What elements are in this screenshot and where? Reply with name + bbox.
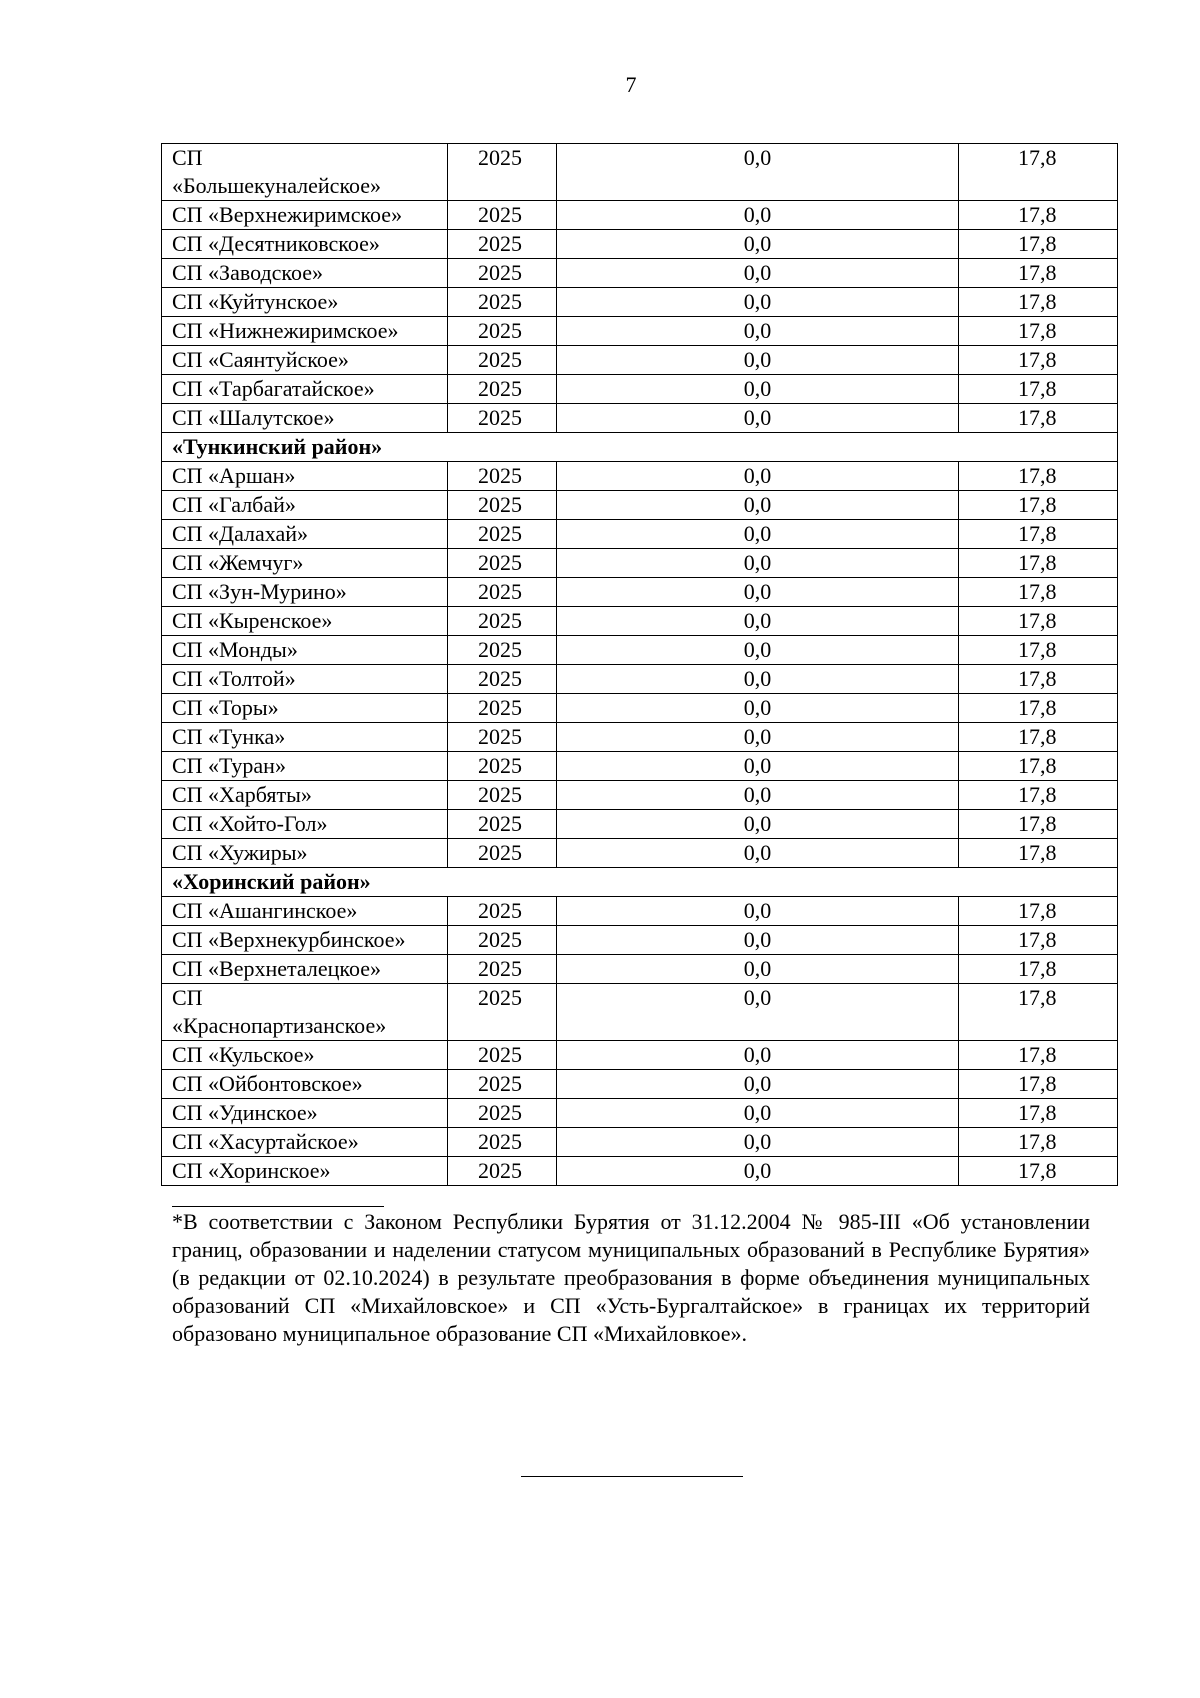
settlement-name: СП «Шалутское» [162, 404, 448, 433]
settlement-name: СП «Зун-Мурино» [162, 578, 448, 607]
value-cell-2: 17,8 [959, 1128, 1118, 1157]
value-cell-2: 17,8 [959, 955, 1118, 984]
settlement-name: СП «Верхнежиримское» [162, 201, 448, 230]
table-row [162, 723, 1118, 752]
value-cell-2: 17,8 [959, 1099, 1118, 1128]
value-cell-1: 0,0 [557, 1128, 959, 1157]
year-cell: 2025 [448, 694, 557, 723]
value-cell-2: 17,8 [959, 578, 1118, 607]
value-cell-1: 0,0 [557, 1099, 959, 1128]
table-row [162, 288, 1118, 317]
year-cell: 2025 [448, 230, 557, 259]
value-cell-1: 0,0 [557, 636, 959, 665]
value-cell-2: 17,8 [959, 984, 1118, 1041]
value-cell-2: 17,8 [959, 491, 1118, 520]
year-cell: 2025 [448, 520, 557, 549]
year-cell: 2025 [448, 288, 557, 317]
table-row [162, 636, 1118, 665]
year-cell: 2025 [448, 375, 557, 404]
table-row [162, 144, 1118, 201]
table-row [162, 955, 1118, 984]
year-cell: 2025 [448, 1041, 557, 1070]
value-cell-2: 17,8 [959, 897, 1118, 926]
settlement-name: СП «Ойбонтовское» [162, 1070, 448, 1099]
settlement-name: СП «Далахай» [162, 520, 448, 549]
value-cell-1: 0,0 [557, 926, 959, 955]
table-row [162, 259, 1118, 288]
settlement-name: СП «Туран» [162, 752, 448, 781]
table-row [162, 375, 1118, 404]
value-cell-1: 0,0 [557, 317, 959, 346]
table-row [162, 781, 1118, 810]
value-cell-2: 17,8 [959, 404, 1118, 433]
settlement-name: СП «Нижнежиримское» [162, 317, 448, 346]
settlement-name: СП «Ашангинское» [162, 897, 448, 926]
value-cell-2: 17,8 [959, 1157, 1118, 1186]
year-cell: 2025 [448, 607, 557, 636]
value-cell-1: 0,0 [557, 665, 959, 694]
district-name: «Тункинский район» [162, 433, 1118, 462]
value-cell-2: 17,8 [959, 694, 1118, 723]
value-cell-1: 0,0 [557, 955, 959, 984]
settlement-name: СП «Жемчуг» [162, 549, 448, 578]
district-name: «Хоринский район» [162, 868, 1118, 897]
value-cell-1: 0,0 [557, 723, 959, 752]
value-cell-1: 0,0 [557, 144, 959, 201]
table-row [162, 201, 1118, 230]
settlement-name: СП «Монды» [162, 636, 448, 665]
year-cell: 2025 [448, 636, 557, 665]
settlement-name: СП «Аршан» [162, 462, 448, 491]
table-row [162, 404, 1118, 433]
year-cell: 2025 [448, 491, 557, 520]
value-cell-2: 17,8 [959, 636, 1118, 665]
settlement-name: СП «Кульское» [162, 1041, 448, 1070]
district-header-row [162, 868, 1118, 897]
value-cell-1: 0,0 [557, 491, 959, 520]
settlement-name: СП «Десятниковское» [162, 230, 448, 259]
year-cell: 2025 [448, 201, 557, 230]
year-cell: 2025 [448, 1099, 557, 1128]
value-cell-2: 17,8 [959, 1070, 1118, 1099]
table-row [162, 984, 1118, 1041]
value-cell-1: 0,0 [557, 549, 959, 578]
year-cell: 2025 [448, 897, 557, 926]
settlement-name: СП «Заводское» [162, 259, 448, 288]
end-line [521, 1476, 743, 1477]
settlement-name: СП «Верхнекурбинское» [162, 926, 448, 955]
value-cell-1: 0,0 [557, 230, 959, 259]
year-cell: 2025 [448, 781, 557, 810]
value-cell-2: 17,8 [959, 810, 1118, 839]
settlement-name: СП «Куйтунское» [162, 288, 448, 317]
value-cell-1: 0,0 [557, 694, 959, 723]
settlement-name: СП «Хасуртайское» [162, 1128, 448, 1157]
value-cell-2: 17,8 [959, 288, 1118, 317]
table-row [162, 462, 1118, 491]
table-row [162, 607, 1118, 636]
value-cell-2: 17,8 [959, 201, 1118, 230]
settlement-name [162, 984, 448, 1041]
year-cell: 2025 [448, 955, 557, 984]
value-cell-2: 17,8 [959, 230, 1118, 259]
table-row [162, 752, 1118, 781]
year-cell: 2025 [448, 317, 557, 346]
district-header-row [162, 433, 1118, 462]
value-cell-1: 0,0 [557, 346, 959, 375]
value-cell-2: 17,8 [959, 317, 1118, 346]
year-cell: 2025 [448, 1070, 557, 1099]
value-cell-1: 0,0 [557, 781, 959, 810]
table-row [162, 1070, 1118, 1099]
value-cell-2: 17,8 [959, 926, 1118, 955]
settlement-name-line: СП [172, 985, 203, 1010]
table-row [162, 578, 1118, 607]
value-cell-2: 17,8 [959, 839, 1118, 868]
year-cell: 2025 [448, 346, 557, 375]
settlement-name [162, 144, 448, 201]
value-cell-1: 0,0 [557, 752, 959, 781]
value-cell-1: 0,0 [557, 288, 959, 317]
value-cell-1: 0,0 [557, 259, 959, 288]
settlement-name: СП «Хоринское» [162, 1157, 448, 1186]
table-row [162, 1157, 1118, 1186]
footnote-separator [172, 1206, 384, 1207]
table-row [162, 230, 1118, 259]
settlement-name: СП «Харбяты» [162, 781, 448, 810]
settlement-name-line: СП [172, 145, 203, 170]
settlement-name: СП «Удинское» [162, 1099, 448, 1128]
value-cell-2: 17,8 [959, 665, 1118, 694]
settlement-name: СП «Верхнеталецкое» [162, 955, 448, 984]
value-cell-2: 17,8 [959, 346, 1118, 375]
value-cell-2: 17,8 [959, 375, 1118, 404]
value-cell-1: 0,0 [557, 810, 959, 839]
value-cell-2: 17,8 [959, 259, 1118, 288]
year-cell: 2025 [448, 144, 557, 201]
year-cell: 2025 [448, 752, 557, 781]
year-cell: 2025 [448, 839, 557, 868]
value-cell-1: 0,0 [557, 839, 959, 868]
year-cell: 2025 [448, 462, 557, 491]
settlement-name: СП «Галбай» [162, 491, 448, 520]
value-cell-2: 17,8 [959, 520, 1118, 549]
value-cell-2: 17,8 [959, 1041, 1118, 1070]
municipal-table [161, 143, 1118, 1186]
settlement-name: СП «Толтой» [162, 665, 448, 694]
value-cell-2: 17,8 [959, 723, 1118, 752]
year-cell: 2025 [448, 810, 557, 839]
year-cell: 2025 [448, 926, 557, 955]
settlement-name: СП «Саянтуйское» [162, 346, 448, 375]
year-cell: 2025 [448, 549, 557, 578]
settlement-name-line: «Большекуналейское» [172, 173, 382, 198]
value-cell-1: 0,0 [557, 375, 959, 404]
year-cell: 2025 [448, 1128, 557, 1157]
value-cell-2: 17,8 [959, 549, 1118, 578]
year-cell: 2025 [448, 404, 557, 433]
table-row [162, 810, 1118, 839]
value-cell-2: 17,8 [959, 462, 1118, 491]
year-cell: 2025 [448, 578, 557, 607]
settlement-name: СП «Хужиры» [162, 839, 448, 868]
year-cell: 2025 [448, 665, 557, 694]
table-row [162, 665, 1118, 694]
year-cell: 2025 [448, 984, 557, 1041]
table-row [162, 926, 1118, 955]
value-cell-1: 0,0 [557, 984, 959, 1041]
value-cell-1: 0,0 [557, 201, 959, 230]
page-number: 7 [625, 72, 637, 97]
table-row [162, 549, 1118, 578]
value-cell-1: 0,0 [557, 462, 959, 491]
settlement-name: СП «Тунка» [162, 723, 448, 752]
value-cell-1: 0,0 [557, 607, 959, 636]
year-cell: 2025 [448, 1157, 557, 1186]
settlement-name: СП «Кыренское» [162, 607, 448, 636]
table-row [162, 1099, 1118, 1128]
value-cell-1: 0,0 [557, 520, 959, 549]
table-row [162, 839, 1118, 868]
table-row [162, 1041, 1118, 1070]
value-cell-1: 0,0 [557, 1041, 959, 1070]
table-row [162, 317, 1118, 346]
year-cell: 2025 [448, 259, 557, 288]
value-cell-2: 17,8 [959, 607, 1118, 636]
settlement-name: СП «Тарбагатайское» [162, 375, 448, 404]
value-cell-1: 0,0 [557, 1157, 959, 1186]
settlement-name: СП «Хойто-Гол» [162, 810, 448, 839]
table-row [162, 346, 1118, 375]
table-row [162, 694, 1118, 723]
value-cell-2: 17,8 [959, 144, 1118, 201]
table-row [162, 897, 1118, 926]
table-row [162, 491, 1118, 520]
table-row [162, 520, 1118, 549]
value-cell-1: 0,0 [557, 578, 959, 607]
value-cell-1: 0,0 [557, 404, 959, 433]
table-body [162, 144, 1118, 1186]
footnote: *В соответствии с Законом Республики Бурятия от 31.12.2004 № 985-III «Об установлении границ, образовании и наделении статусом муниципальных образований в Республике Бурятия» (в редакции от 02.10.2024) в результате преобразования в форме объединения муниципальных образований СП «Михайловское» и СП «Усть-Бургалтайское» в границах их территорий образовано муниципальное образование СП «Михайловкое». [172, 1209, 1090, 1346]
settlement-name: СП «Торы» [162, 694, 448, 723]
value-cell-2: 17,8 [959, 752, 1118, 781]
value-cell-1: 0,0 [557, 1070, 959, 1099]
settlement-name-line: «Краснопартизанское» [172, 1013, 387, 1038]
value-cell-1: 0,0 [557, 897, 959, 926]
value-cell-2: 17,8 [959, 781, 1118, 810]
table-row [162, 1128, 1118, 1157]
year-cell: 2025 [448, 723, 557, 752]
